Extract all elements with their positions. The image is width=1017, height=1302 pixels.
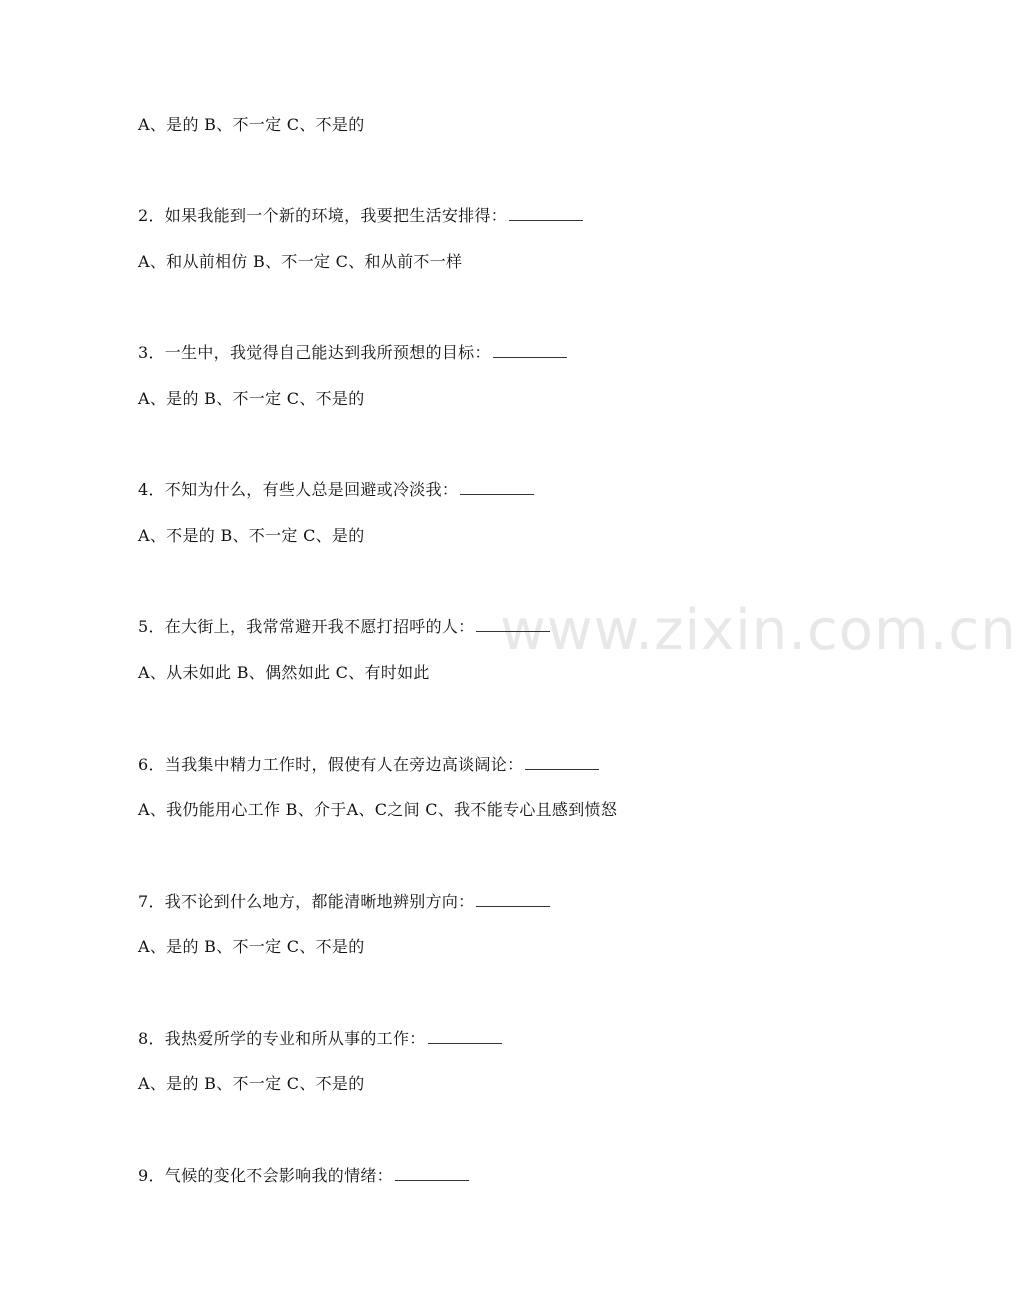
question-text: 3．一生中，我觉得自己能达到我所预想的目标： bbox=[138, 343, 491, 362]
answer-blank[interactable] bbox=[428, 1029, 502, 1044]
question-text: 2．如果我能到一个新的环境，我要把生活安排得： bbox=[138, 206, 508, 225]
answer-blank[interactable] bbox=[525, 755, 599, 770]
answer-blank[interactable] bbox=[395, 1166, 469, 1181]
question-4 bbox=[138, 480, 534, 500]
question-text: 9．气候的变化不会影响我的情绪： bbox=[138, 1166, 393, 1185]
question-2 bbox=[138, 206, 583, 226]
answer-blank[interactable] bbox=[476, 617, 550, 632]
question-3 bbox=[138, 343, 567, 363]
answer-blank[interactable] bbox=[460, 480, 534, 495]
watermark: www.zixin.com.cn bbox=[500, 598, 1017, 663]
question-9 bbox=[138, 1166, 469, 1186]
options-line: A、是的 B、不一定 C、不是的 bbox=[138, 115, 365, 134]
options-line: A、不是的 B、不一定 C、是的 bbox=[138, 526, 365, 545]
options-line: A、和从前相仿 B、不一定 C、和从前不一样 bbox=[138, 252, 463, 271]
question-7 bbox=[138, 892, 550, 912]
question-text: 5．在大街上，我常常避开我不愿打招呼的人： bbox=[138, 617, 475, 636]
options-line: A、从未如此 B、偶然如此 C、有时如此 bbox=[138, 663, 430, 682]
answer-blank[interactable] bbox=[476, 892, 550, 907]
options-line: A、是的 B、不一定 C、不是的 bbox=[138, 389, 365, 408]
question-text: 8．我热爱所学的专业和所从事的工作： bbox=[138, 1029, 426, 1048]
options-line: A、是的 B、不一定 C、不是的 bbox=[138, 937, 365, 956]
question-8 bbox=[138, 1029, 502, 1049]
question-text: 6．当我集中精力工作时，假使有人在旁边高谈阔论： bbox=[138, 755, 524, 774]
options-line: A、我仍能用心工作 B、介于A、C之间 C、我不能专心且感到愤怒 bbox=[138, 800, 618, 819]
answer-blank[interactable] bbox=[509, 206, 583, 221]
question-6 bbox=[138, 755, 599, 775]
answer-blank[interactable] bbox=[493, 343, 567, 358]
options-line: A、是的 B、不一定 C、不是的 bbox=[138, 1074, 365, 1093]
question-text: 7．我不论到什么地方，都能清晰地辨别方向： bbox=[138, 892, 475, 911]
question-5 bbox=[138, 617, 550, 637]
question-text: 4．不知为什么，有些人总是回避或冷淡我： bbox=[138, 480, 459, 499]
